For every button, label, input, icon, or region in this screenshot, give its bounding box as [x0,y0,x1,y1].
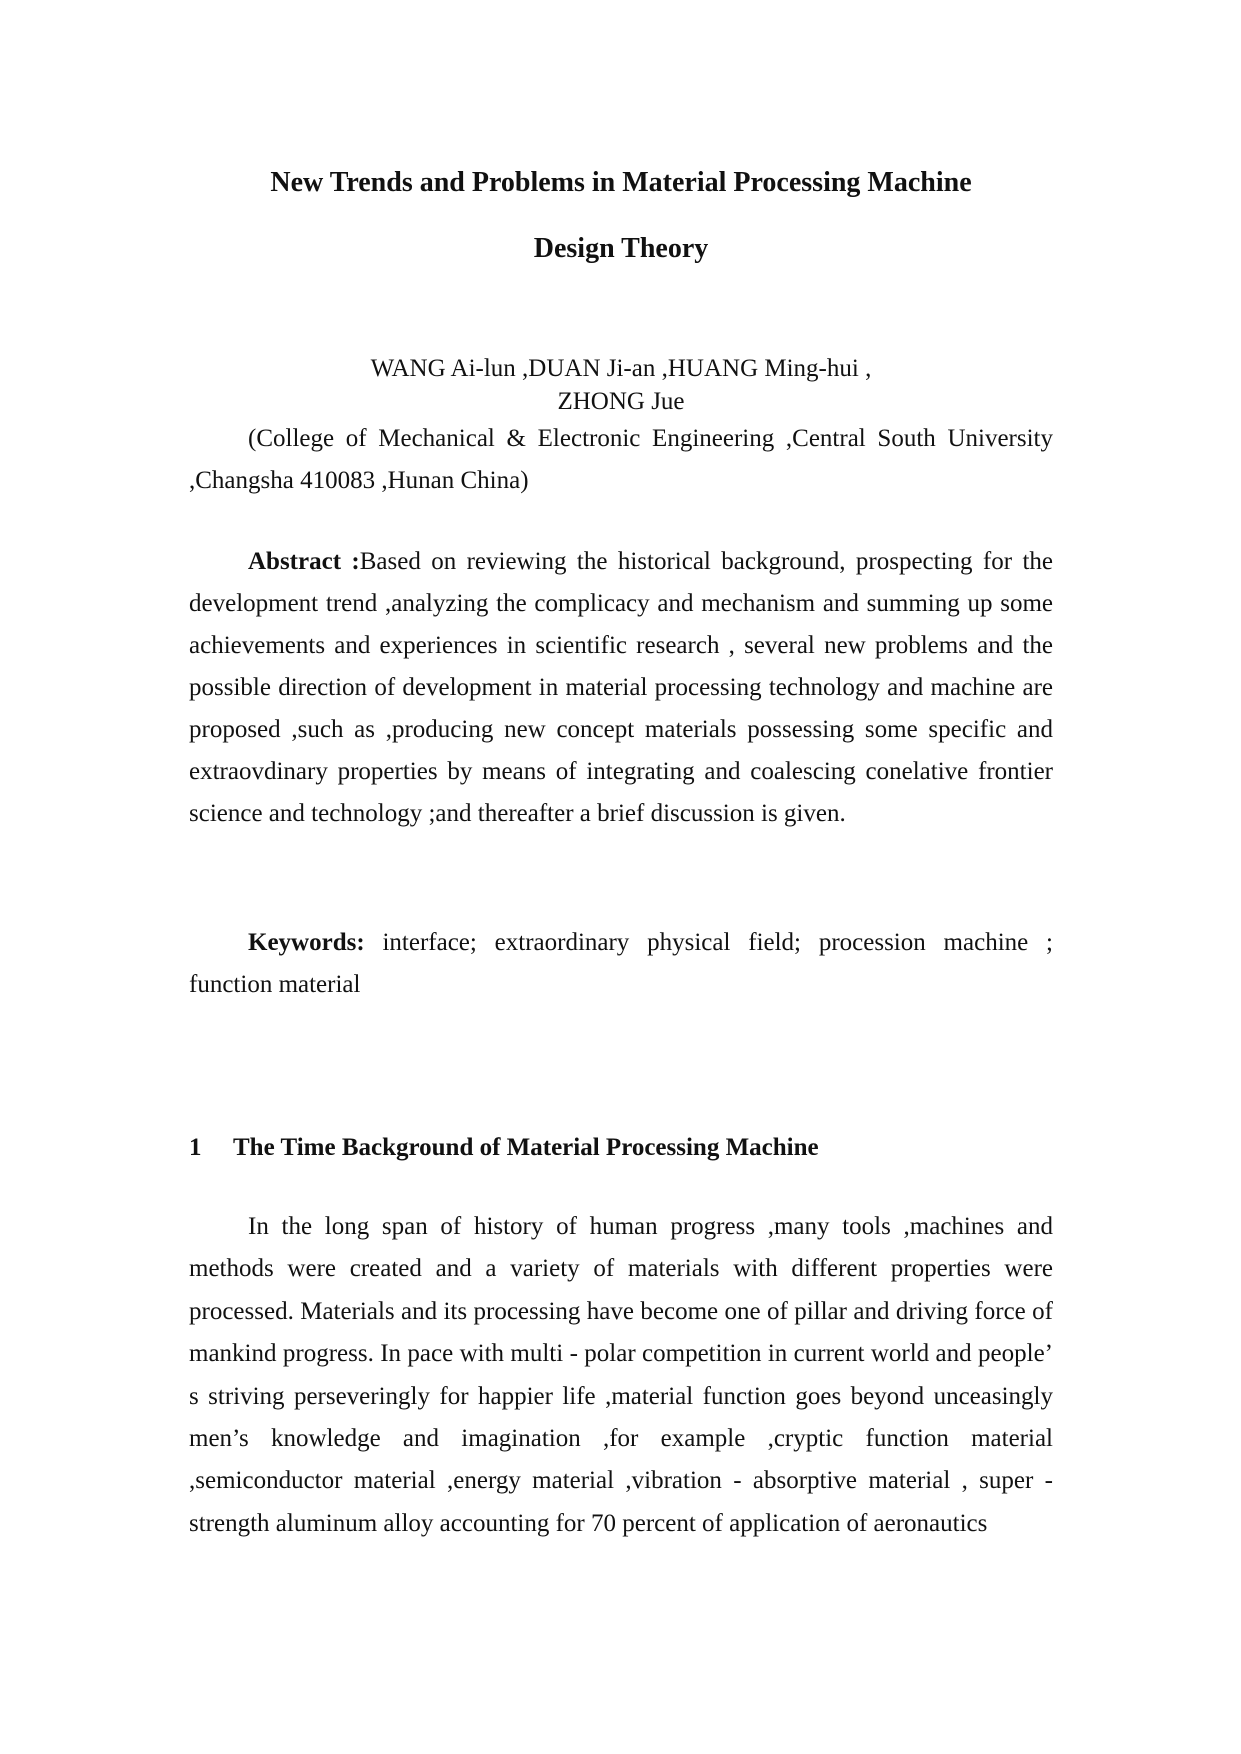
abstract-label: Abstract : [248,548,360,575]
section-1-title: The Time Background of Material Processing Machine [233,1134,819,1161]
paper-title-line-1: New Trends and Problems in Material Processing Machine [270,167,972,198]
abstract [189,541,1053,835]
keywords-label: Keywords: [248,929,365,956]
keywords [189,922,1053,1006]
abstract-text: Based on reviewing the historical background, prospecting for the development trend ,analyzing the complicacy and mechanism and summing up some achievements and experiences in scientific research , several new problems and the possible direction of development in material processing technology and machine are proposed ,such as ,producing new concept materials possessing some specific and extraovdinary properties by means of integrating and coalescing conelative frontier science and technology ;and thereafter a brief discussion is given. [189,548,1053,827]
paper-title-line-2: Design Theory [533,233,709,264]
author-list [189,352,1053,418]
section-1-heading [189,1131,1053,1165]
authors-line-2: ZHONG Jue [557,388,685,415]
authors-line-1: WANG Ai-lun ,DUAN Ji-an ,HUANG Ming-hui , [370,355,872,382]
section-1-number: 1 [189,1134,202,1161]
section-1-paragraph: In the long span of history of human progress ,many tools ,machines and methods were created and a variety of materials with different properties were processed. Materials and its processing have become one of pillar and driving force of mankind progress. In pace with multi - polar competition in current world and people’ s striving perseveringly for happier life ,material function goes beyond unceasingly men’s knowledge and imagination ,for example ,cryptic function material ,semiconductor material ,energy material ,vibration - absorptive material , super - strength aluminum alloy accounting for 70 percent of application of aeronautics [189,1213,1053,1537]
affiliation: (College of Mechanical & Electronic Engineering ,Central South University ,Changsha 410083 ,Hunan China) [189,425,1053,494]
keywords-text: interface; extraordinary physical field; procession machine ; function material [189,929,1053,998]
